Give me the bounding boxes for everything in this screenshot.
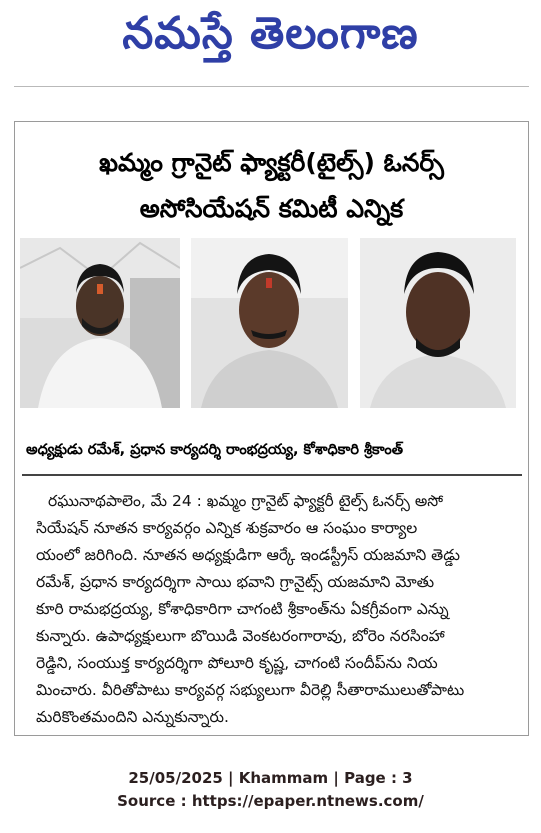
body-line: రమేశ్, ప్రధాన కార్యదర్శిగా సాయి భవాని గ్రానైట్స్ యజమాని మోతు: [36, 573, 435, 591]
masthead-title: నమస్తే తెలంగాణ: [122, 8, 419, 59]
masthead-rule: [14, 86, 529, 87]
photo-president: [20, 238, 180, 408]
body-line: రెడ్డిని, సంయుక్త కార్యదర్శిగా పోలూరి కృష్ణ, చాగంటి సందీప్‌ను నియ: [36, 654, 438, 672]
body-line: మరికొంతమందిని ఎన్నుకున్నారు.: [36, 708, 229, 726]
body-line: సియేషన్ నూతన కార్యవర్గం ఎన్నిక శుక్రవారం ఆ సంఘం కార్యాల: [36, 519, 418, 537]
footer-date-line: 25/05/2025 | Khammam | Page : 3: [128, 769, 413, 787]
body-line: రఘునాథపాలెం, మే 24 : ఖమ్మం గ్రానైట్ ఫ్యాక్టరీ టైల్స్ ఓనర్స్ అసో: [48, 492, 444, 510]
caption-separator: [22, 474, 522, 476]
masthead: [0, 0, 541, 86]
body-line: కూరి రామభద్రయ్య, కోశాధికారిగా చాగంటి శ్రీకాంత్‌ను ఏకగ్రీవంగా ఎన్ను: [36, 600, 449, 618]
footer-source-link[interactable]: Source : https://epaper.ntnews.com/: [117, 792, 424, 810]
body-line: కున్నారు. ఉపాధ్యక్షులుగా బొయిడి వెంకటరంగారావు, బోరెం నరసింహా: [36, 627, 445, 645]
photo-treasurer: [360, 238, 516, 408]
photo-caption: అధ్యక్షుడు రమేశ్, ప్రధాన కార్యదర్శి రాంభద్రయ్య, కోశాధికారి శ్రీకాంత్: [26, 442, 403, 458]
headline-line-2: అసోసియేషన్ కమిటీ ఎన్నిక: [139, 194, 404, 223]
body-line: యంలో జరిగింది. నూతన అధ్యక్షుడిగా ఆర్కే ఇండస్ట్రీస్ యజమాని తెడ్డు: [36, 546, 461, 564]
headline-line-1: ఖమ్మం గ్రానైట్ ఫ్యాక్టరీ(టైల్స్) ఓనర్స్: [99, 148, 444, 177]
photo-secretary: [191, 238, 348, 408]
body-line: మించారు. వీరితోపాటు కార్యవర్గ సభ్యులుగా వీరెల్లి సీతారాములుతోపాటు: [36, 681, 465, 699]
